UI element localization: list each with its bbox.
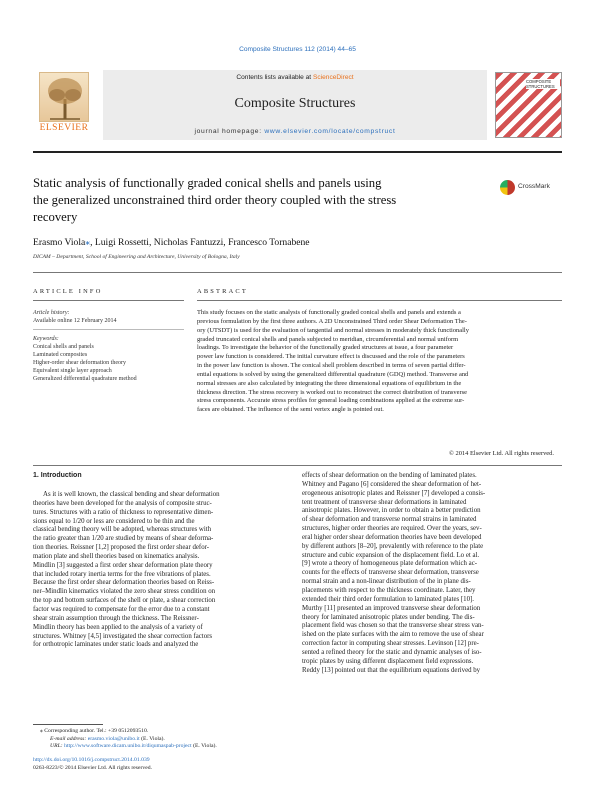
- journal-homepage: [103, 128, 487, 135]
- body-text-line: structure and cubic expansion of the displacement field. Lo et al.: [302, 551, 480, 559]
- body-column-left: [33, 491, 289, 650]
- title-line: Static analysis of functionally graded conical shells and panels using: [33, 176, 382, 190]
- contents-prefix: Contents lists available at: [236, 74, 313, 81]
- footnote: [40, 728, 300, 751]
- keywords-divider: [33, 329, 184, 330]
- homepage-prefix: journal homepage:: [194, 128, 265, 135]
- body-text-line: mation plate and shell theories based on kinematics analysis.: [33, 552, 200, 560]
- affiliation-divider: [33, 272, 562, 273]
- footnote-corresponding: Corresponding author. Tel.: +39 0512093510.: [44, 728, 149, 734]
- corresponding-author-marker[interactable]: ⁎: [85, 237, 91, 248]
- abstract-bottom-divider: [33, 465, 562, 466]
- article-title: [33, 175, 483, 226]
- body-text-line: of shear deformation and transverse normal strains in laminated: [302, 516, 477, 524]
- history-value: Available online 12 February 2014: [33, 318, 117, 324]
- journal-reference[interactable]: Composite Structures 112 (2014) 44–65: [239, 46, 356, 53]
- body-text-line: tropic plates by using different displacement field expressions.: [302, 657, 474, 665]
- footnote-email-label: E-mail address:: [50, 735, 88, 742]
- abstract-line: ory (UTSDT) is used for the evaluation of tangential and normal stresses in moderately thick functionally: [197, 326, 469, 334]
- body-text-line: by different authors [8–20], prevalently with reference to the plate: [302, 542, 484, 550]
- author-rest: , Luigi Rossetti, Nicholas Fantuzzi, Francesco Tornabene: [90, 237, 310, 248]
- footnote-url-label: URL:: [50, 743, 65, 750]
- abstract-line: in the power law function is shown. The conical shell problem described in terms of seven partial differ-: [197, 362, 466, 370]
- body-text-line: sented a refined theory for the static and dynamic analyses of iso-: [302, 648, 482, 656]
- body-text-line: Murthy [11] presented an improved transverse shear deformation: [302, 604, 481, 612]
- keywords-label: Keywords:: [33, 336, 59, 342]
- body-text-line: Because the first order shear deformation theories based on Reiss-: [33, 579, 215, 587]
- body-text-line: shear strain assumption through the thickness. The Reissner-: [33, 614, 199, 622]
- keyword-item: Higher-order shear deformation theory: [33, 360, 127, 366]
- section-heading-introduction: 1. Introduction: [33, 472, 82, 479]
- body-text-line: counts for the effects of transverse shear deformation, transverse: [302, 569, 479, 577]
- doi-link[interactable]: http://dx.doi.org/10.1016/j.compstruct.2014.01.039: [33, 757, 150, 763]
- body-text-line: for orthotropic laminates under static loads and analyzed the: [33, 641, 199, 649]
- abstract-line: normal stresses are also calculated by integrating the three dimensional equations of equilibrium in the: [197, 379, 462, 387]
- body-text-line: ished on the plate surfaces with the aim to remove the use of shear: [302, 631, 484, 639]
- journal-header: [33, 70, 562, 148]
- body-text-line: eral higher order shear deformation theories have been developed: [302, 533, 482, 541]
- body-text-line: Whitney and Pagano [6] considered the shear deformation of het-: [302, 480, 482, 488]
- footnote-url-suffix: (E. Viola).: [191, 743, 217, 750]
- article-info-divider: [33, 300, 184, 301]
- body-text-line: tent treatment of transverse shear deformations in laminated: [302, 498, 467, 506]
- author-list: [33, 237, 310, 248]
- body-text-line: sions equal to 1/20 or less are considered to be thin and the: [33, 517, 195, 525]
- body-text-line: theory for laminated anisotropic plates under bending. The dis-: [302, 613, 475, 621]
- elsevier-logo[interactable]: [33, 70, 95, 140]
- author-email-link[interactable]: erasmo.viola@unibo.it: [87, 735, 140, 742]
- abstract-line: stress components. Accurate stress profiles for general loading combinations applied at the extreme sur-: [197, 397, 465, 405]
- body-text-line: theories have been developed for the analysis of composite struc-: [33, 499, 212, 507]
- journal-cover-thumbnail[interactable]: [495, 72, 562, 138]
- body-text-line: placements with respect to the thickness coordinate. Later, they: [302, 586, 476, 594]
- crossmark-button[interactable]: [500, 178, 562, 198]
- issn-line: 0263-8223/© 2014 Elsevier Ltd. All rights reserved.: [33, 764, 152, 771]
- abstract-line: graded truncated conical shells and panels subjected to meridian, circumferential and normal uniform: [197, 335, 459, 343]
- publication-info: [33, 757, 333, 772]
- body-text-line: Mindlin [3] suggested a first order shear deformation plate theory: [33, 561, 213, 569]
- body-text-line: structures. Whitney [4,5] investigated the shear correction factors: [33, 632, 213, 640]
- body-text-line: effects of shear deformation on the bending of laminated plates.: [302, 472, 477, 479]
- body-text-line: classical bending theory will be adopted, whereas structures with: [33, 526, 212, 534]
- article-history: [33, 309, 188, 325]
- article-info-heading: ARTICLE INFO: [33, 288, 103, 295]
- body-text-line: extended their third order formulation to laminated plates [10].: [302, 595, 474, 603]
- body-text-line: the top and bottom surfaces of the shell or plate, a shear correction: [33, 597, 216, 605]
- crossmark-label: CrossMark: [518, 183, 550, 190]
- keyword-item: Laminated composites: [33, 352, 88, 358]
- body-text-line: Mindlin theory has been applied to the analysis of a variety of: [33, 623, 203, 631]
- publisher-name: ELSEVIER: [39, 123, 89, 133]
- elsevier-tree-icon: [39, 72, 89, 122]
- abstract-line: loadings. To investigate the behavior of the functionally graded structures at issue, a four parameter: [197, 344, 454, 352]
- abstract-line: This study focuses on the static analysis of functionally graded conical shells and panels and extends a: [197, 309, 461, 316]
- abstract-line: power law function is considered. The initial curvature effect is discussed and the role of the parameters: [197, 353, 465, 361]
- footnote-star: ⁎: [40, 728, 43, 734]
- keyword-item: Equivalent single layer approach: [33, 368, 112, 374]
- abstract-line: previous formulation by the first three authors. A 2D Unconstrained Third order Shear Deformation The-: [197, 317, 467, 325]
- affiliation: DICAM – Department, School of Engineering and Architecture, University of Bologna, Italy: [33, 254, 240, 260]
- journal-title: Composite Structures: [234, 96, 356, 111]
- abstract-line: thickness direction. The stress recovery is worked out to reconstruct the correct distribution of transverse: [197, 388, 467, 396]
- body-text-line: anisotropic plates. However, in order to obtain a better prediction: [302, 507, 481, 515]
- body-text-line: placement field was chosen so that the transverse shear stress van-: [302, 622, 484, 630]
- keywords-block: [33, 335, 193, 383]
- abstract-copyright: © 2014 Elsevier Ltd. All rights reserved.: [448, 450, 554, 457]
- body-text-line: correction factor in computing shear stresses. Levinson [12] pre-: [302, 640, 479, 648]
- abstract-line: faces are obtained. The influence of the semi vertex angle is pointed out.: [197, 406, 384, 414]
- title-line: recovery: [33, 210, 78, 224]
- body-text-line: erogeneous anisotropic plates and Reissner [7] developed a consis-: [302, 489, 486, 497]
- body-text-line: [9] wrote a theory of homogeneous plate deformation which ac-: [302, 560, 478, 568]
- body-text-line: tures. Structures with a ratio of thickness to representative dimen-: [33, 508, 214, 516]
- keyword-item: Generalized differential quadrature method: [33, 376, 137, 382]
- footnote-email-suffix: (E. Viola).: [139, 735, 165, 742]
- keyword-item: Conical shells and panels: [33, 344, 94, 350]
- history-label: Article history:: [33, 310, 70, 316]
- abstract-heading: ABSTRACT: [197, 288, 248, 295]
- body-text-line: factor was required to compensate for the error due to a constant: [33, 605, 210, 613]
- body-text-line: ner–Mindlin kinematics violated the zero shear stress condition on: [33, 588, 216, 596]
- body-text-line: structures, higher order theories are required. Over the years, sev-: [302, 525, 482, 533]
- project-url-link[interactable]: http://www.software.dicam.unibo.it/diqumaspab-project: [64, 743, 192, 750]
- author-first[interactable]: Erasmo Viola: [33, 237, 86, 248]
- abstract-divider: [197, 300, 562, 301]
- cover-label: COMPOSITE STRUCTURES: [526, 79, 560, 89]
- abstract-line: ential equations is solved by using the generalized differential quadrature (GDQ) method. Transverse and: [197, 370, 469, 378]
- body-text-line: As it is well known, the classical bending and shear deformation: [43, 491, 220, 498]
- journal-header-box: [103, 70, 487, 140]
- title-line: the generalized unconstrained third order theory coupled with the stress: [33, 193, 397, 207]
- homepage-link[interactable]: www.elsevier.com/locate/compstruct: [264, 128, 396, 135]
- body-text-line: tion theories. Reissner [1,2] proposed the first order shear defor-: [33, 544, 210, 552]
- body-text-line: normal strain and a non-linear distribution of the in plane dis-: [302, 578, 471, 586]
- body-text-line: that included rotary inertia terms for the free vibrations of plates.: [33, 570, 211, 578]
- header-divider: [33, 151, 562, 153]
- body-text-line: the ratio greater than 1/20 are studied by means of shear deforma-: [33, 535, 214, 543]
- abstract-text: [197, 309, 554, 415]
- footnote-divider: [33, 724, 103, 725]
- body-column-right: [302, 472, 562, 675]
- contents-line: [103, 74, 487, 81]
- crossmark-icon: [500, 180, 515, 195]
- sciencedirect-link[interactable]: ScienceDirect: [312, 74, 354, 81]
- body-text-line: Reddy [13] pointed out that the equilibrium equations derived by: [302, 666, 481, 674]
